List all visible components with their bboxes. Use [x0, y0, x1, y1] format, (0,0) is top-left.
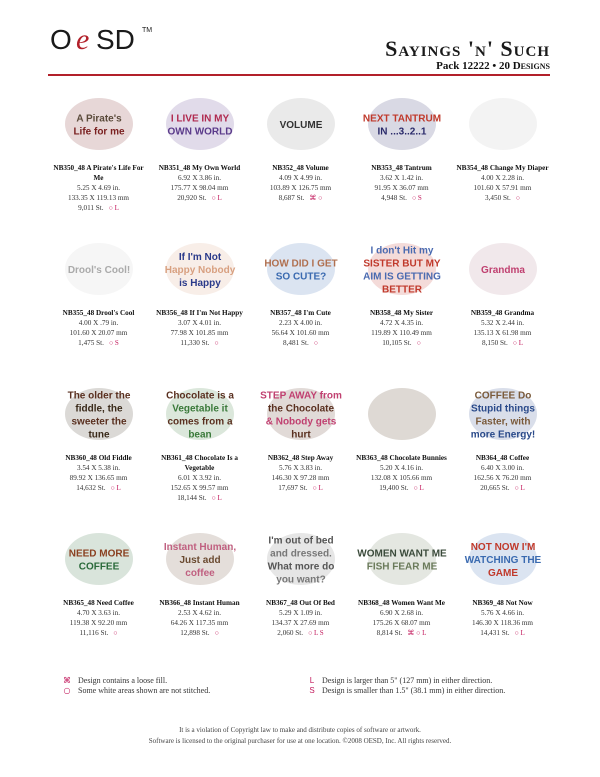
- stitch-count: 12,898 St.: [180, 629, 210, 637]
- design-art-text: coffee: [184, 568, 215, 579]
- design-thumbnail: [53, 84, 145, 162]
- design-caption: [452, 308, 553, 348]
- loose-fill-icon: ⌘: [63, 676, 71, 685]
- design-stitch-row: [151, 193, 248, 203]
- design-stitch-row: [454, 193, 551, 203]
- circle-icon: ○: [63, 686, 71, 695]
- design-stitch-row: [353, 193, 450, 203]
- design-art-text: Happy Nobody: [164, 265, 235, 276]
- design-stitch-row: [151, 338, 248, 348]
- design-size-mm: 175.26 X 68.07 mm: [372, 619, 431, 627]
- design-card: [250, 227, 351, 372]
- design-markers: ○ L: [312, 484, 323, 492]
- design-art-text: Chocolate is a: [165, 390, 234, 402]
- design-art-text: Grandma: [480, 265, 525, 276]
- design-card: [250, 82, 351, 227]
- design-size-inches: 6.92 X 3.86 in.: [177, 174, 222, 182]
- design-card: [250, 372, 351, 517]
- design-art-text: Instant Human,: [163, 542, 236, 553]
- design-caption: [48, 308, 149, 348]
- stitch-count: 2,060 St.: [277, 629, 304, 637]
- stitch-count: 3,450 St.: [485, 194, 511, 202]
- design-markers: ○ L: [413, 484, 424, 492]
- design-size-inches: 3.62 X 1.42 in.: [379, 174, 424, 182]
- legend-small: S Design is smaller than 1.5" (38.1 mm) in either direction.: [304, 686, 505, 695]
- design-thumbnail: [356, 84, 448, 162]
- design-thumbnail: [356, 519, 448, 597]
- design-card: [149, 82, 250, 227]
- design-thumbnail: [154, 374, 246, 452]
- design-art-text: Stupid things: [470, 403, 535, 415]
- design-stitch-row: [454, 483, 551, 493]
- design-art-text: fiddle, the: [74, 403, 123, 415]
- design-card: [452, 82, 553, 227]
- design-caption: [149, 598, 250, 638]
- stitch-count: 8,481 St.: [283, 339, 309, 347]
- design-markers: ○ L: [108, 204, 119, 212]
- design-name: NB362_48 Step Away: [267, 454, 334, 462]
- design-caption: [452, 453, 553, 493]
- stitch-count: 18,144 St.: [177, 494, 207, 502]
- design-markers: ○ S: [411, 194, 422, 202]
- design-caption: [250, 598, 351, 638]
- design-art-text: A Pirate's: [75, 113, 122, 125]
- design-size-mm: 146.30 X 118.36 mm: [471, 619, 534, 627]
- design-thumbnail: [255, 519, 347, 597]
- design-size-inches: 4.70 X 3.63 in.: [76, 609, 121, 617]
- design-caption: [48, 453, 149, 493]
- legend-loose-fill: ⌘ Design contains a loose fill.: [58, 676, 167, 685]
- design-stitch-row: [454, 338, 551, 348]
- design-size-mm: 133.35 X 119.13 mm: [67, 194, 130, 202]
- design-markers: ⌘ ○: [309, 194, 323, 202]
- stitch-count: 11,116 St.: [79, 629, 109, 637]
- design-thumbnail: [356, 229, 448, 307]
- design-thumbnail: [457, 84, 549, 162]
- design-size-inches: 3.54 X 5.38 in.: [76, 464, 121, 472]
- design-size-inches: 5.20 X 4.16 in.: [379, 464, 424, 472]
- separator: •: [492, 60, 497, 72]
- design-art-text: WOMEN WANT ME: [356, 548, 447, 560]
- design-art-text: Faster, with: [474, 416, 531, 428]
- design-name: NB360_48 Old Fiddle: [65, 454, 132, 462]
- design-art-text: GAME: [487, 568, 518, 579]
- legend-large: L Design is larger than 5" (127 mm) in either direction.: [304, 676, 492, 685]
- design-caption: [351, 163, 452, 203]
- design-art-text: HOW DID I GET: [263, 258, 338, 270]
- design-art-text: OWN WORLD: [167, 126, 232, 138]
- design-size-mm: 119.38 X 92.20 mm: [69, 619, 128, 627]
- design-name: NB353_48 Tantrum: [371, 164, 432, 172]
- design-art-text: COFFEE: [78, 561, 119, 573]
- stitch-count: 8,687 St.: [278, 194, 305, 202]
- design-size-mm: 103.89 X 126.75 mm: [269, 184, 332, 192]
- design-size-inches: 4.09 X 4.99 in.: [278, 174, 323, 182]
- design-size-mm: 64.26 X 117.35 mm: [170, 619, 229, 627]
- design-stitch-row: [151, 628, 248, 638]
- design-size-inches: 5.25 X 4.69 in.: [76, 184, 121, 192]
- design-art-text: WATCHING THE: [464, 555, 541, 566]
- design-art-text: comes from a: [166, 416, 233, 428]
- design-art-text: Vegetable it: [171, 403, 228, 415]
- design-art-text: IN ...3..2..1: [377, 126, 426, 138]
- page-header: [0, 0, 600, 80]
- design-art-text: sweeter the: [70, 416, 127, 428]
- design-thumbnail: [457, 229, 549, 307]
- design-shape: [368, 388, 436, 440]
- design-name: NB364_48 Coffee: [475, 454, 530, 462]
- design-caption: [452, 163, 553, 203]
- design-caption: [452, 598, 553, 638]
- design-caption: [250, 308, 351, 348]
- design-card: [351, 517, 452, 662]
- design-art-text: BETTER: [381, 284, 422, 296]
- design-caption: [250, 163, 351, 203]
- design-markers: ⌘ ○ L: [407, 629, 427, 637]
- stitch-count: 9,011 St.: [78, 204, 104, 212]
- design-size-mm: 101.60 X 57.91 mm: [473, 184, 532, 192]
- design-card: [48, 372, 149, 517]
- design-caption: [149, 453, 250, 503]
- stitch-count: 8,150 St.: [481, 339, 508, 347]
- small-icon: S: [309, 686, 315, 695]
- design-caption: [48, 598, 149, 638]
- large-icon: L: [309, 676, 315, 685]
- design-card: [48, 517, 149, 662]
- design-caption: [351, 453, 452, 493]
- design-art-text: The older the: [67, 390, 130, 402]
- design-thumbnail: [53, 519, 145, 597]
- design-stitch-row: [353, 483, 450, 493]
- design-name: NB354_48 Change My Diaper: [456, 164, 549, 172]
- design-size-inches: 4.72 X 4.35 in.: [379, 319, 424, 327]
- design-card: [250, 517, 351, 662]
- design-size-inches: 5.76 X 4.66 in.: [480, 609, 525, 617]
- design-name: NB350_48 A Pirate's Life For Me: [53, 164, 144, 182]
- design-caption: [351, 308, 452, 348]
- design-caption: [48, 163, 149, 213]
- pack-number: Pack 12222: [436, 60, 490, 72]
- stitch-count: 20,920 St.: [177, 194, 207, 202]
- design-stitch-row: [50, 203, 147, 213]
- design-art-text: bean: [187, 429, 212, 441]
- design-size-mm: 135.13 X 61.98 mm: [473, 329, 532, 337]
- design-size-inches: 4.00 X .79 in.: [78, 319, 119, 327]
- design-size-mm: 89.92 X 136.65 mm: [69, 474, 128, 482]
- design-thumbnail: [53, 374, 145, 452]
- design-thumbnail: [53, 229, 145, 307]
- design-name: NB366_48 Instant Human: [159, 599, 240, 607]
- design-caption: [250, 453, 351, 493]
- design-card: [452, 372, 553, 517]
- design-stitch-row: [50, 628, 147, 638]
- design-name: NB369_48 Not Now: [472, 599, 533, 607]
- design-art-text: SO CUTE?: [275, 271, 326, 283]
- design-card: [452, 227, 553, 372]
- design-stitch-row: [353, 628, 450, 638]
- design-art-text: NOT NOW I'M: [470, 542, 535, 553]
- license-notice: Software is licensed to the original purchaser for use at one location. ©2008 OESD, Inc. All rights reserved.: [148, 737, 452, 745]
- design-art-text: If I'm Not: [178, 252, 221, 263]
- design-markers: ○ L: [512, 339, 524, 347]
- design-stitch-row: [252, 193, 349, 203]
- design-art-text: I don't Hit my: [370, 245, 433, 257]
- svg-text:O: O: [50, 24, 73, 55]
- design-art-text: you want?: [275, 574, 326, 586]
- design-art-text: What more do: [267, 561, 334, 573]
- design-art-text: I'm out of bed: [267, 535, 334, 547]
- design-markers: ○ L: [211, 194, 222, 202]
- design-size-mm: 175.77 X 98.04 mm: [170, 184, 229, 192]
- copyright-notice: It is a violation of Copyright law to make and distribute copies of software or artwork.: [179, 726, 421, 734]
- design-art-text: STEP AWAY from: [259, 390, 342, 402]
- design-markers: ○ L: [110, 484, 121, 492]
- design-markers: ○: [214, 339, 219, 347]
- design-caption: [149, 163, 250, 203]
- design-art-text: AIM IS GETTING: [362, 271, 441, 283]
- design-stitch-row: [50, 338, 147, 348]
- design-name: NB352_48 Volume: [272, 164, 329, 172]
- design-size-mm: 162.56 X 76.20 mm: [473, 474, 532, 482]
- design-card: [149, 227, 250, 372]
- design-card: [149, 517, 250, 662]
- design-name: NB363_48 Chocolate Bunnies: [356, 454, 447, 462]
- design-thumbnail: [255, 84, 347, 162]
- design-size-inches: 6.01 X 3.92 in.: [177, 474, 222, 482]
- header-rule: [48, 74, 550, 76]
- design-size-inches: 3.07 X 4.01 in.: [177, 319, 222, 327]
- design-card: [351, 227, 452, 372]
- design-markers: ○ L: [514, 484, 525, 492]
- design-name: NB358_48 My Sister: [369, 309, 434, 317]
- design-card: [351, 82, 452, 227]
- design-art-text: more Energy!: [470, 429, 535, 441]
- design-stitch-row: [454, 628, 551, 638]
- design-size-mm: 152.65 X 99.57 mm: [170, 484, 229, 492]
- stitch-count: 14,431 St.: [480, 629, 510, 637]
- stitch-count: 4,948 St.: [381, 194, 407, 202]
- design-size-inches: 4.00 X 2.28 in.: [480, 174, 525, 182]
- design-art-text: hurt: [290, 429, 311, 441]
- design-name: NB351_48 My Own World: [158, 164, 241, 172]
- design-markers: ○ L: [514, 629, 525, 637]
- design-name: NB367_48 Out Of Bed: [266, 599, 335, 607]
- design-stitch-row: [252, 483, 349, 493]
- design-card: [452, 517, 553, 662]
- design-size-mm: 146.30 X 97.28 mm: [271, 474, 330, 482]
- design-name: NB355_48 Drool's Cool: [62, 309, 135, 317]
- design-caption: [149, 308, 250, 348]
- design-stitch-row: [252, 628, 349, 638]
- design-markers: ○ S: [108, 339, 119, 347]
- design-art-text: the Chocolate: [267, 403, 334, 415]
- design-thumbnail: [154, 229, 246, 307]
- stitch-count: 17,697 St.: [278, 484, 308, 492]
- svg-text:SD: SD: [96, 24, 135, 55]
- design-art-text: Just add: [178, 555, 221, 566]
- design-shape: [469, 98, 537, 150]
- page-title: Sayings 'n' Such: [385, 36, 550, 61]
- design-markers: ○: [416, 339, 421, 347]
- design-art-text: & Nobody gets: [265, 416, 336, 428]
- design-art-text: NEED MORE: [68, 548, 129, 560]
- design-stitch-row: [353, 338, 450, 348]
- design-art-text: VOLUME: [279, 120, 322, 131]
- design-size-inches: 5.29 X 1.09 in.: [278, 609, 323, 617]
- design-size-inches: 2.53 X 4.62 in.: [177, 609, 222, 617]
- design-thumbnail: [255, 374, 347, 452]
- design-thumbnail: [154, 519, 246, 597]
- design-stitch-row: [252, 338, 349, 348]
- design-thumbnail: [457, 519, 549, 597]
- svg-text:TM: TM: [142, 27, 153, 34]
- design-thumbnail: [255, 229, 347, 307]
- design-art-text: Drool's Cool!: [67, 265, 130, 276]
- stitch-count: 14,632 St.: [76, 484, 106, 492]
- design-stitch-row: [151, 493, 248, 503]
- design-art-text: I LIVE IN MY: [170, 113, 229, 125]
- design-size-inches: 6.40 X 3.00 in.: [480, 464, 525, 472]
- design-card: [351, 372, 452, 517]
- design-size-mm: 119.89 X 110.49 mm: [371, 329, 432, 337]
- design-thumbnail: [457, 374, 549, 452]
- design-art-text: FISH FEAR ME: [366, 561, 437, 573]
- design-size-mm: 134.37 X 27.69 mm: [271, 619, 330, 627]
- design-card: [149, 372, 250, 517]
- design-size-mm: 101.60 X 20.07 mm: [69, 329, 128, 337]
- design-name: NB359_48 Grandma: [470, 309, 535, 317]
- design-art-text: tune: [87, 429, 110, 441]
- design-name: NB365_48 Need Coffee: [63, 599, 134, 607]
- design-name: NB368_48 Women Want Me: [358, 599, 445, 607]
- design-art-text: and dressed.: [269, 548, 332, 560]
- design-art-text: NEXT TANTRUM: [362, 113, 441, 125]
- design-size-mm: 77.98 X 101.85 mm: [170, 329, 229, 337]
- design-size-inches: 6.90 X 2.68 in.: [379, 609, 424, 617]
- stitch-count: 20,665 St.: [480, 484, 510, 492]
- design-caption: [351, 598, 452, 638]
- design-art-text: is Happy: [178, 278, 221, 289]
- design-grid: [48, 82, 553, 662]
- design-size-inches: 5.32 X 2.44 in.: [480, 319, 525, 327]
- design-art-text: COFFEE Do: [474, 390, 531, 402]
- design-markers: ○: [214, 629, 219, 637]
- design-thumbnail: [154, 84, 246, 162]
- stitch-count: 1,475 St.: [78, 339, 104, 347]
- design-markers: ○: [113, 629, 118, 637]
- design-name: NB356_48 If I'm Not Happy: [156, 309, 243, 317]
- legend-white-areas: ○ Some white areas shown are not stitched.: [58, 686, 210, 695]
- design-markers: ○ L: [211, 494, 222, 502]
- design-art-text: Life for me: [72, 126, 125, 138]
- design-count: 20 Designs: [498, 60, 550, 72]
- pack-info: [436, 60, 550, 72]
- design-name: NB361_48 Chocolate Is a Vegetable: [161, 454, 238, 472]
- design-name: NB357_48 I'm Cute: [270, 309, 331, 317]
- design-markers: ○: [515, 194, 520, 202]
- design-card: [48, 82, 149, 227]
- stitch-count: 10,105 St.: [382, 339, 412, 347]
- stitch-count: 19,400 St.: [379, 484, 409, 492]
- design-stitch-row: [50, 483, 147, 493]
- oesd-logo: [48, 22, 168, 56]
- svg-text:e: e: [76, 23, 90, 56]
- stitch-count: 11,330 St.: [180, 339, 210, 347]
- design-thumbnail: [356, 374, 448, 452]
- design-size-inches: 2.23 X 4.00 in.: [278, 319, 323, 327]
- design-markers: ○ L S: [308, 629, 324, 637]
- design-size-mm: 91.95 X 36.07 mm: [374, 184, 429, 192]
- design-size-mm: 132.08 X 105.66 mm: [370, 474, 433, 482]
- design-size-inches: 5.76 X 3.83 in.: [278, 464, 323, 472]
- design-size-mm: 56.64 X 101.60 mm: [271, 329, 330, 337]
- design-art-text: SISTER BUT MY: [362, 258, 441, 270]
- design-markers: ○: [313, 339, 318, 347]
- design-card: [48, 227, 149, 372]
- stitch-count: 8,814 St.: [376, 629, 403, 637]
